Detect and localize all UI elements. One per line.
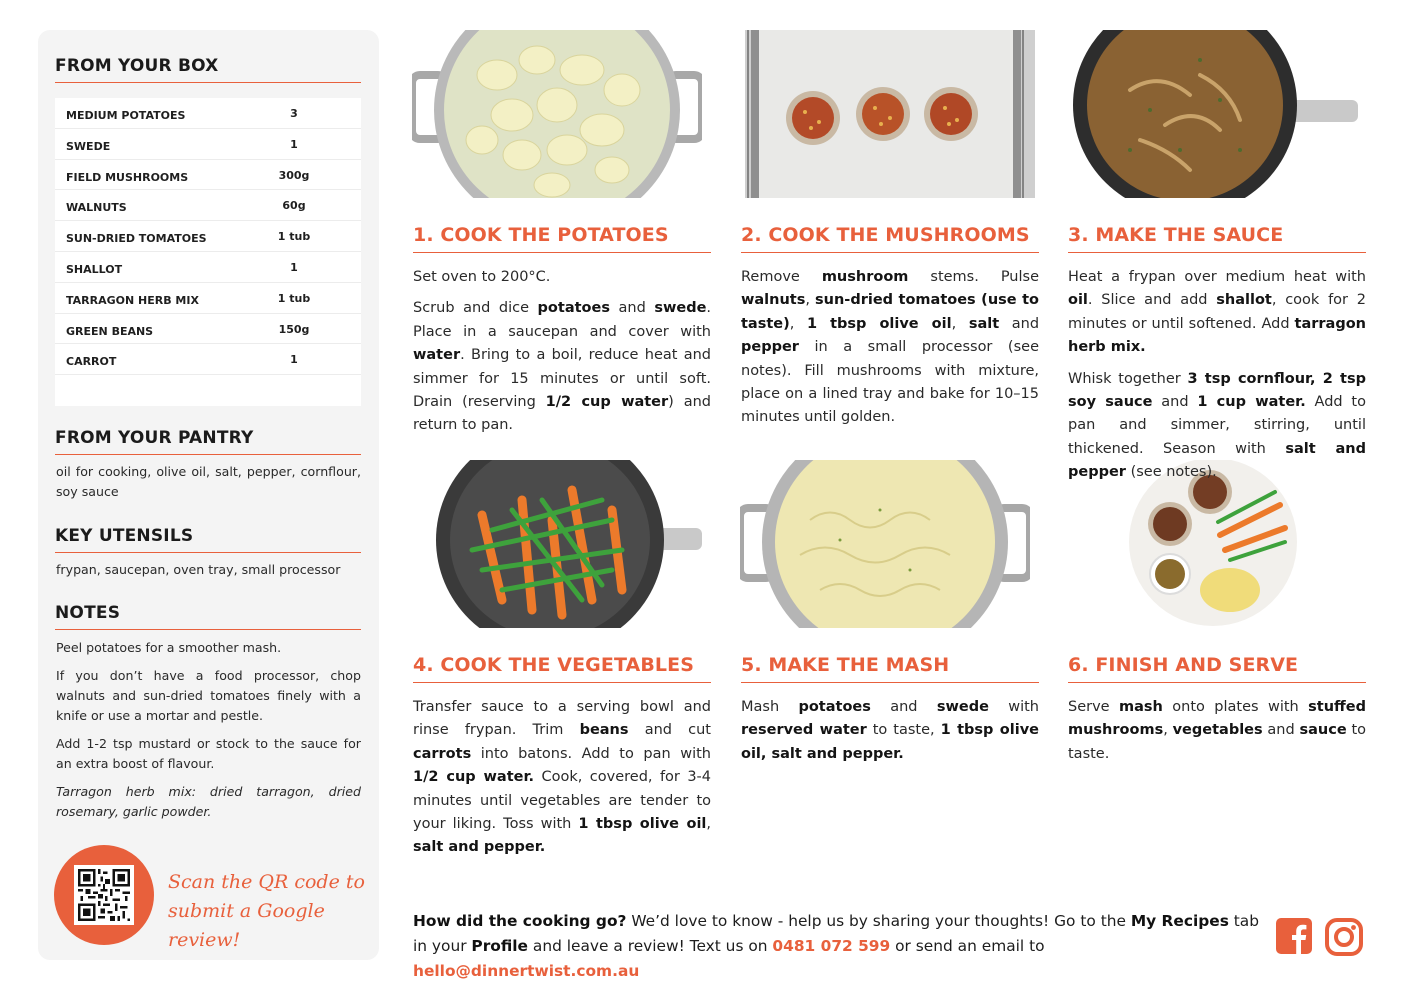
ingredient-name: MEDIUM POTATOES <box>66 109 186 122</box>
ingredient-row <box>55 344 361 375</box>
ingredient-name: FIELD MUSHROOMS <box>66 170 189 184</box>
step-4-image <box>412 460 702 628</box>
facebook-icon[interactable] <box>1276 918 1314 956</box>
instagram-icon[interactable] <box>1325 918 1363 956</box>
step-5-title: 5. MAKE THE MASH <box>741 654 1039 683</box>
step-2-title: 2. COOK THE MUSHROOMS <box>741 224 1039 253</box>
footer-text: or send an email to <box>890 937 1045 955</box>
step-1-body: Set oven to 200°C. Scrub and dice potatoes and swede. Place in a saucepan and cover with water. Bring to a boil, reduce heat and simmer for 15 minutes or until soft. Drain (reserving 1/2 cup water) and return to pan. <box>413 269 712 434</box>
step-4-title: 4. COOK THE VEGETABLES <box>413 654 711 683</box>
footer-text: tab in your <box>413 912 1259 955</box>
ingredient-quantity: 1 <box>290 353 298 367</box>
pantry-text: oil for cooking, olive oil, salt, pepper, cornflour, soy sauce <box>56 464 361 499</box>
ingredient-row <box>55 221 361 252</box>
footer-text: and leave a review! Text us on <box>528 937 773 955</box>
qr-caption-line: Scan the QR code to <box>168 871 365 893</box>
step-4-body: Transfer sauce to a serving bowl and rinse frypan. Trim beans and cut carrots into batons. Add to pan with 1/2 cup water. Cook, covered, for 3-4 minutes until vegetables are tender to your liking. Toss with 1 tbsp olive oil, salt and pepper. <box>413 699 712 856</box>
ingredient-quantity: 1 tub <box>277 230 311 244</box>
step-5-body: Mash potatoes and swede with reserved water to taste, 1 tbsp olive oil, salt and pepper. <box>741 699 1039 762</box>
ingredient-name: SHALLOT <box>66 262 123 276</box>
qr-code-badge[interactable] <box>54 845 154 945</box>
ingredient-quantity: 3 <box>290 107 298 120</box>
my-recipes-tab-link[interactable]: My Recipes <box>1130 912 1229 930</box>
from-box-heading: FROM YOUR BOX <box>55 56 361 83</box>
ingredient-row <box>55 190 361 221</box>
note-item: If you don’t have a food processor, chop walnuts and sun-dried tomatoes finely with a knife or use a mortar and pestle. <box>56 668 361 723</box>
ingredients-sidebar <box>38 30 379 960</box>
ingredient-quantity: 300g <box>278 168 310 182</box>
utensils-heading: KEY UTENSILS <box>55 526 361 553</box>
qr-code-image[interactable] <box>74 865 134 925</box>
step-6-body: Serve mash onto plates with stuffed mushrooms, vegetables and sauce to taste. <box>1068 699 1367 762</box>
note-item: Add 1-2 tsp mustard or stock to the sauce for an extra boost of flavour. <box>56 736 361 771</box>
ingredients-table <box>55 98 361 406</box>
ingredient-name: GREEN BEANS <box>66 324 154 338</box>
footer-question: How did the cooking go? <box>413 912 627 930</box>
ingredient-name: TARRAGON HERB MIX <box>66 293 199 307</box>
ingredient-row <box>55 314 361 345</box>
ingredient-name: WALNUTS <box>66 201 127 215</box>
email-link[interactable]: hello@dinnertwist.com.au <box>413 962 640 980</box>
ingredient-name: CARROT <box>66 355 117 369</box>
ingredient-name: SWEDE <box>66 139 111 153</box>
ingredient-row <box>55 98 361 129</box>
qr-caption-line: submit a Google review! <box>168 900 325 951</box>
ingredient-quantity: 1 <box>290 137 298 151</box>
step-3-title: 3. MAKE THE SAUCE <box>1068 224 1366 253</box>
step-2-body: Remove mushroom stems. Pulse walnuts, sun-dried tomatoes (use to taste), 1 tbsp olive oil, salt and pepper in a small processor (see notes). Fill mushrooms with mixture, place on a lined tray and bake for 10–15 minutes until golden. <box>741 269 1040 426</box>
profile-link[interactable]: Profile <box>471 937 528 955</box>
step-6-title: 6. FINISH AND SERVE <box>1068 654 1366 683</box>
notes-list <box>56 638 361 830</box>
ingredient-quantity: 150g <box>278 322 310 336</box>
qr-caption <box>168 868 379 955</box>
notes-heading: NOTES <box>55 603 361 630</box>
note-item: Peel potatoes for a smoother mash. <box>56 640 282 655</box>
step-1-image <box>412 30 702 198</box>
ingredient-quantity: 1 tub <box>277 291 311 305</box>
ingredient-row <box>55 252 361 283</box>
step-2-image <box>745 30 1035 198</box>
pantry-heading: FROM YOUR PANTRY <box>55 428 361 455</box>
step-3-image <box>1070 30 1360 198</box>
ingredient-row <box>55 283 361 314</box>
ingredient-quantity: 60g <box>282 199 306 213</box>
step-3-body: Heat a frypan over medium heat with oil. Slice and add shallot, cook for 2 minutes or until softened. Add tarragon herb mix. Whisk together 3 tsp cornflour, 2 tsp soy sauce and 1 cup water. Add to pan and simmer, stirring, until thickened. Season with salt and pepper (see notes). <box>1068 269 1366 481</box>
step-5-image <box>740 460 1030 628</box>
utensils-text: frypan, saucepan, oven tray, small processor <box>56 562 341 577</box>
ingredient-name: SUN-DRIED TOMATOES <box>66 232 207 246</box>
ingredient-row <box>55 160 361 191</box>
feedback-footer <box>413 909 1263 984</box>
phone-link[interactable]: 0481 072 599 <box>772 937 891 955</box>
ingredient-quantity: 1 <box>290 260 298 274</box>
footer-text: We’d love to know - help us by sharing your thoughts! Go to the <box>626 912 1131 930</box>
step-1-title: 1. COOK THE POTATOES <box>413 224 711 253</box>
ingredient-row <box>55 129 361 160</box>
note-item: Tarragon herb mix: dried tarragon, dried rosemary, garlic powder. <box>56 784 361 819</box>
